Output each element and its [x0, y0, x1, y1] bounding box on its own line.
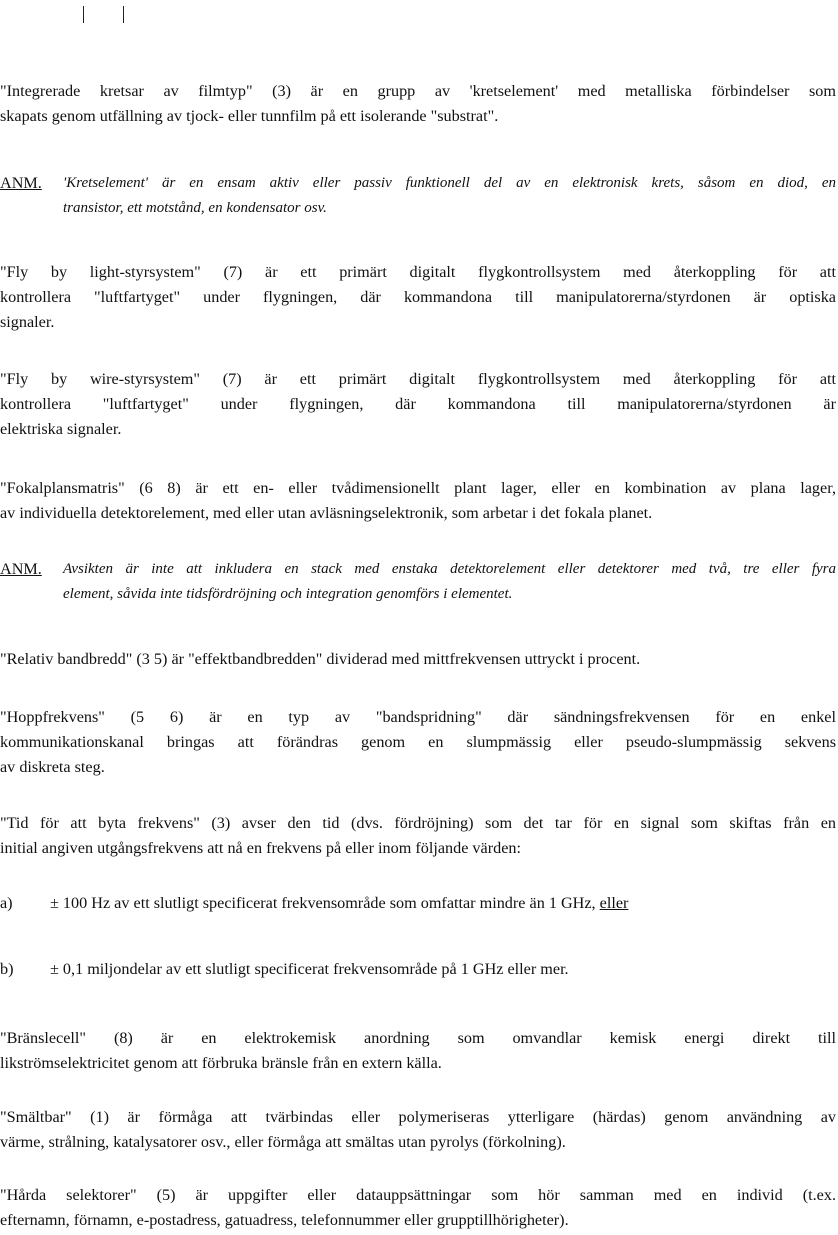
text-line: "Fokalplansmatris" (6 8) är ett en- eller tvådimensionellt plant lager, eller en kombination av plana lager, [0, 479, 836, 497]
text-line: "Bränslecell" (8) är en elektrokemisk anordning som omvandlar kemisk energi direkt till [0, 1029, 836, 1047]
list-item-a [0, 891, 836, 916]
text-line: efternamn, förnamn, e-postadress, gatuadress, telefonnummer eller grupptillhörigheter). [0, 1211, 569, 1229]
note-fokalplansmatris [0, 557, 836, 607]
list-item-text: ± 100 Hz av ett slutligt specificerat frekvensområde som omfattar mindre än 1 GHz, [50, 894, 596, 912]
note-label: ANM. [0, 174, 42, 192]
text-line: kontrollera "luftfartyget" under flygningen, där kommandona till manipulatorerna/styrdonen är optiska [0, 288, 836, 306]
header-mark-left [83, 6, 84, 23]
text-line: initial angiven utgångsfrekvens att nå en frekvens på eller inom följande värden: [0, 839, 521, 857]
text-line: värme, strålning, katalysatorer osv., eller förmåga att smältas utan pyrolys (förkolning). [0, 1133, 566, 1151]
text-line: "Hoppfrekvens" (5 6) är en typ av "bandspridning" där sändningsfrekvensen för en enkel [0, 708, 836, 726]
note-line: element, såvida inte tidsfördröjning och integration genomförs i elementet. [63, 586, 513, 602]
text-line: "Fly by wire-styrsystem" (7) är ett primärt digitalt flygkontrollsystem med återkoppling för att [0, 370, 836, 388]
list-item-label: a) [0, 894, 13, 912]
note-line: 'Kretselement' är en ensam aktiv eller passiv funktionell del av en elektronisk krets, såsom en diod, en [63, 175, 836, 191]
definition-relativ-bandbredd [0, 647, 836, 672]
definition-fly-by-wire [0, 367, 836, 442]
definition-harda-selektorer [0, 1183, 836, 1233]
text-line: skapats genom utfällning av tjock- eller tunnfilm på ett isolerande "substrat". [0, 107, 499, 125]
text-line: "Hårda selektorer" (5) är uppgifter eller datauppsättningar som hör samman med en individ (t.ex. [0, 1186, 836, 1204]
text-line: signaler. [0, 313, 55, 331]
definition-fly-by-light [0, 260, 836, 335]
text-line: "Fly by light-styrsystem" (7) är ett primärt digitalt flygkontrollsystem med återkoppling för att [0, 263, 836, 281]
text-line: kommunikationskanal bringas att förändras genom en slumpmässig eller pseudo-slumpmässig sekvens [0, 733, 836, 751]
header-mark-right [123, 6, 124, 23]
definition-tid-for-att-byta-frekvens [0, 811, 836, 861]
definition-fokalplansmatris [0, 476, 836, 526]
text-line: likströmselektricitet genom att förbruka bränsle från en extern källa. [0, 1054, 442, 1072]
header-marks [83, 6, 125, 23]
note-label: ANM. [0, 560, 42, 578]
text-line: kontrollera "luftfartyget" under flygningen, där kommandona till manipulatorerna/styrdonen är [0, 395, 836, 413]
definition-hoppfrekvens [0, 705, 836, 780]
text-line: "Relativ bandbredd" (3 5) är "effektbandbredden" dividerad med mittfrekvensen uttryckt i procent. [0, 650, 641, 668]
list-item-text: ± 0,1 miljondelar av ett slutligt specificerat frekvensområde på 1 GHz eller mer. [50, 960, 569, 978]
text-line: "Tid för att byta frekvens" (3) avser den tid (dvs. fördröjning) som det tar för en signal som skiftas från en [0, 814, 836, 832]
text-line: av individuella detektorelement, med eller utan avläsningselektronik, som arbetar i det fokala planet. [0, 504, 653, 522]
definition-integrerade-kretsar [0, 79, 836, 129]
note-line: transistor, ett motstånd, en kondensator osv. [63, 200, 327, 216]
definition-smaltbar [0, 1105, 836, 1155]
list-item-label: b) [0, 960, 14, 978]
list-item-conjunction: eller [599, 894, 629, 912]
note-line: Avsikten är inte att inkludera en stack med enstaka detektorelement eller detektorer med två, tre eller fyra [63, 561, 836, 577]
text-line: av diskreta steg. [0, 758, 105, 776]
text-line: "Integrerade kretsar av filmtyp" (3) är en grupp av 'kretselement' med metalliska förbindelser som [0, 82, 836, 100]
list-item-b [0, 957, 836, 982]
definition-branslecell [0, 1026, 836, 1076]
text-line: elektriska signaler. [0, 420, 122, 438]
note-kretselement [0, 171, 836, 221]
text-line: "Smältbar" (1) är förmåga att tvärbindas eller polymeriseras ytterligare (härdas) genom användning av [0, 1108, 836, 1126]
